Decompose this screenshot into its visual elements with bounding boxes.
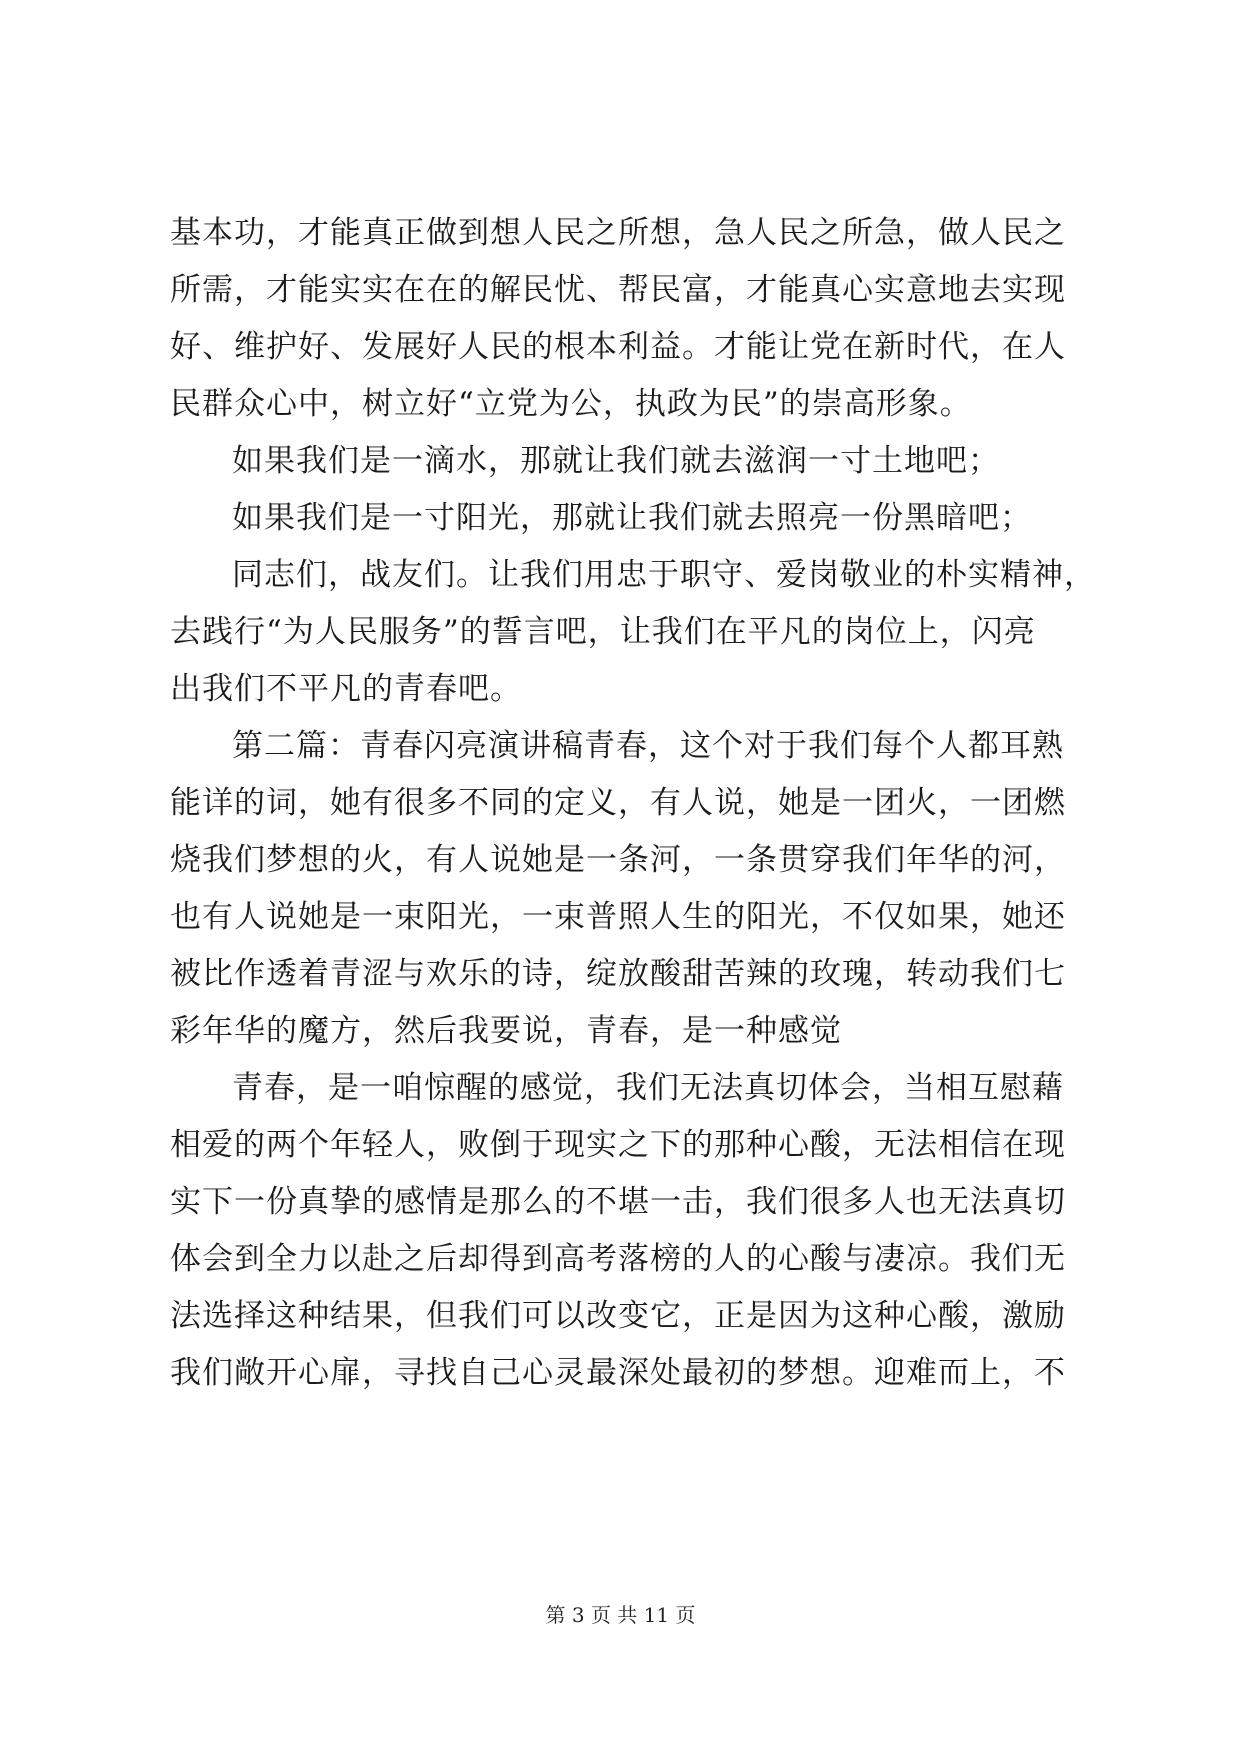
text-line: 我们敞开心扉，寻找自己心灵最深处最初的梦想。迎难而上，不 [170, 1355, 1066, 1391]
text-line: 实下一份真挚的感情是那么的不堪一击，我们很多人也无法真切 [170, 1184, 1066, 1220]
text-line: 如果我们是一寸阳光，那就让我们就去照亮一份黑暗吧； [232, 500, 1032, 536]
text-line: 去践行“为人民服务”的誓言吧，让我们在平凡的岗位上，闪亮 [170, 614, 1036, 650]
text-line: 青春，是一咱惊醒的感觉，我们无法真切体会，当相互慰藉 [232, 1070, 1064, 1106]
text-line: 彩年华的魔方，然后我要说，青春，是一种感觉 [170, 1013, 842, 1049]
text-line: 能详的词，她有很多不同的定义，有人说，她是一团火，一团燃 [170, 785, 1066, 821]
page-number-footer: 第 3 页 共 11 页 [545, 1603, 696, 1627]
text-line: 如果我们是一滴水，那就让我们就去滋润一寸土地吧； [232, 443, 1000, 479]
text-line: 法选择这种结果，但我们可以改变它，正是因为这种心酸，激励 [170, 1298, 1066, 1334]
text-line: 体会到全力以赴之后却得到高考落榜的人的心酸与凄凉。我们无 [170, 1241, 1066, 1277]
text-line: 烧我们梦想的火，有人说她是一条河，一条贯穿我们年华的河， [170, 842, 1066, 878]
text-line: 出我们不平凡的青春吧。 [170, 671, 522, 707]
text-line: 同志们，战友们。让我们用忠于职守、爱岗敬业的朴实精神， [232, 557, 1096, 593]
text-line: 民群众心中，树立好“立党为公，执政为民”的崇高形象。 [170, 386, 972, 422]
text-line: 基本功，才能真正做到想人民之所想，急人民之所急，做人民之 [170, 215, 1066, 251]
text-line: 相爱的两个年轻人，败倒于现实之下的那种心酸，无法相信在现 [170, 1127, 1066, 1163]
text-line: 第二篇：青春闪亮演讲稿青春，这个对于我们每个人都耳熟 [232, 728, 1064, 764]
text-line: 被比作透着青涩与欢乐的诗，绽放酸甜苦辣的玫瑰，转动我们七 [170, 956, 1066, 992]
text-line: 好、维护好、发展好人民的根本利益。才能让党在新时代，在人 [170, 329, 1066, 365]
text-line: 也有人说她是一束阳光，一束普照人生的阳光，不仅如果，她还 [170, 899, 1066, 935]
text-line: 所需，才能实实在在的解民忧、帮民富，才能真心实意地去实现 [170, 272, 1066, 308]
